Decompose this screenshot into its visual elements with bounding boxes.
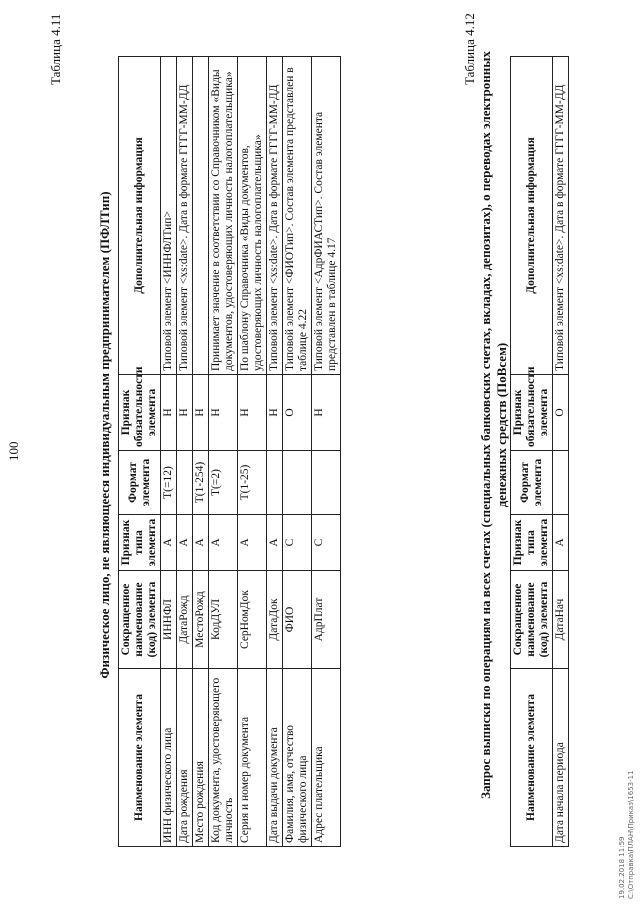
table-row: [209, 57, 238, 847]
table-cell: [283, 451, 312, 515]
header-cell: Дополнительная информация: [119, 57, 161, 375]
header-cell: Наименование элемента: [119, 669, 161, 847]
stamp-line: С:\Отправка\ПЛАН\Приказ\1653-11: [627, 770, 635, 899]
table-cell: [177, 451, 193, 515]
table-cell: Типовой элемент <xs:date>. Дата в формате ГГГГ-ММ-ДД: [553, 57, 569, 375]
table-cell: Фамилия, имя, отчество физического лица: [283, 669, 312, 847]
table-cell: Типовой элемент <xs:date>. Дата в формате ГГГГ-ММ-ДД: [267, 57, 283, 375]
table-cell: Дата начала периода: [553, 669, 569, 847]
table-cell: ИННФЛ: [161, 571, 177, 669]
table-4-11-title: Физическое лицо, не являющееся индивидуальным предпринимателем (ПФЛТип): [97, 191, 112, 679]
header-cell: Признак обязательности элемента: [119, 375, 161, 451]
header-cell: Формат элемента: [511, 451, 553, 515]
stamp-line: 19.02.2018 11:59: [618, 836, 626, 899]
table-cell: Серия и номер документа: [238, 669, 267, 847]
table-cell: [553, 451, 569, 515]
table-cell: Место рождения: [193, 669, 209, 847]
table-4-12-caption: Таблица 4.12: [462, 13, 477, 85]
table-row: [177, 57, 193, 847]
table-cell: Типовой элемент <ИННФЛТип>: [161, 57, 177, 375]
table-cell: Т(=2): [209, 451, 238, 515]
table-row: [553, 57, 569, 847]
table-cell: Типовой элемент <АдрФИАСТип>. Состав элемента представлен в таблице 4.17: [312, 57, 341, 375]
table-cell: Н: [238, 375, 267, 451]
table-cell: С: [312, 515, 341, 571]
header-cell: Признак типа элемента: [119, 515, 161, 571]
table-cell: МестоРожд: [193, 571, 209, 669]
table-cell: А: [161, 515, 177, 571]
table-cell: А: [553, 515, 569, 571]
table-cell: Адрес плательщика: [312, 669, 341, 847]
table-cell: С: [283, 515, 312, 571]
table-cell: А: [177, 515, 193, 571]
file-stamp: [618, 770, 636, 899]
table-4-11: [118, 56, 341, 847]
table-cell: Н: [193, 375, 209, 451]
table-cell: АдрПлат: [312, 571, 341, 669]
table-cell: ФИО: [283, 571, 312, 669]
table-header-row: [511, 57, 553, 847]
header-cell: Дополнительная информация: [511, 57, 553, 375]
table-cell: [312, 451, 341, 515]
table-row: [312, 57, 341, 847]
header-cell: Сокращенное наименование (код) элемента: [119, 571, 161, 669]
table-cell: А: [267, 515, 283, 571]
table-cell: КодДУЛ: [209, 571, 238, 669]
table-row: [161, 57, 177, 847]
table-cell: Типовой элемент <xs:date>. Дата в формате ГГГГ-ММ-ДД: [177, 57, 193, 375]
table-cell: Типовой элемент <ФИОТип>. Состав элемента представлен в таблице 4.22: [283, 57, 312, 375]
table-cell: Дата рождения: [177, 669, 193, 847]
header-cell: Наименование элемента: [511, 669, 553, 847]
table-cell: Н: [209, 375, 238, 451]
table-cell: [267, 451, 283, 515]
table-cell: А: [238, 515, 267, 571]
table-header-row: [119, 57, 161, 847]
table-cell: ДатаДок: [267, 571, 283, 669]
table-4-12-title: Запрос выписки по операциям на всех счетах (специальных банковских счетах, вкладах, депозитах), о переводах электронных денежных средств (ПоВсем): [478, 51, 509, 799]
table-cell: СерНомДок: [238, 571, 267, 669]
table-cell: Дата выдачи документа: [267, 669, 283, 847]
page-number: 100: [6, 441, 21, 461]
header-cell: Признак типа элемента: [511, 515, 553, 571]
table-cell: ИНН физического лица: [161, 669, 177, 847]
table-4-12: [510, 56, 569, 847]
table-cell: Т(1-25): [238, 451, 267, 515]
table-row: [238, 57, 267, 847]
table-cell: ДатаНач: [553, 571, 569, 669]
table-cell: Т(1-254): [193, 451, 209, 515]
table-cell: Н: [312, 375, 341, 451]
table-cell: Т(=12): [161, 451, 177, 515]
table-row: [283, 57, 312, 847]
table-4-11-caption: Таблица 4.11: [48, 13, 63, 85]
table-cell: А: [193, 515, 209, 571]
table-cell: А: [209, 515, 238, 571]
table-cell: [193, 57, 209, 375]
table-cell: Н: [267, 375, 283, 451]
table-cell: Код документа, удостоверяющего личность: [209, 669, 238, 847]
table-cell: О: [283, 375, 312, 451]
table-cell: Н: [161, 375, 177, 451]
header-cell: Формат элемента: [119, 451, 161, 515]
table-cell: О: [553, 375, 569, 451]
header-cell: Признак обязательности элемента: [511, 375, 553, 451]
header-cell: Сокращенное наименование (код) элемента: [511, 571, 553, 669]
table-cell: По шаблону Справочника «Виды документов, удостоверяющих личность налогоплательщика»: [238, 57, 267, 375]
table-row: [193, 57, 209, 847]
table-cell: ДатаРожд: [177, 571, 193, 669]
table-row: [267, 57, 283, 847]
table-cell: Н: [177, 375, 193, 451]
table-cell: Принимает значение в соответствии со Справочником «Виды документов, удостоверяющих личность налогоплательщика»: [209, 57, 238, 375]
